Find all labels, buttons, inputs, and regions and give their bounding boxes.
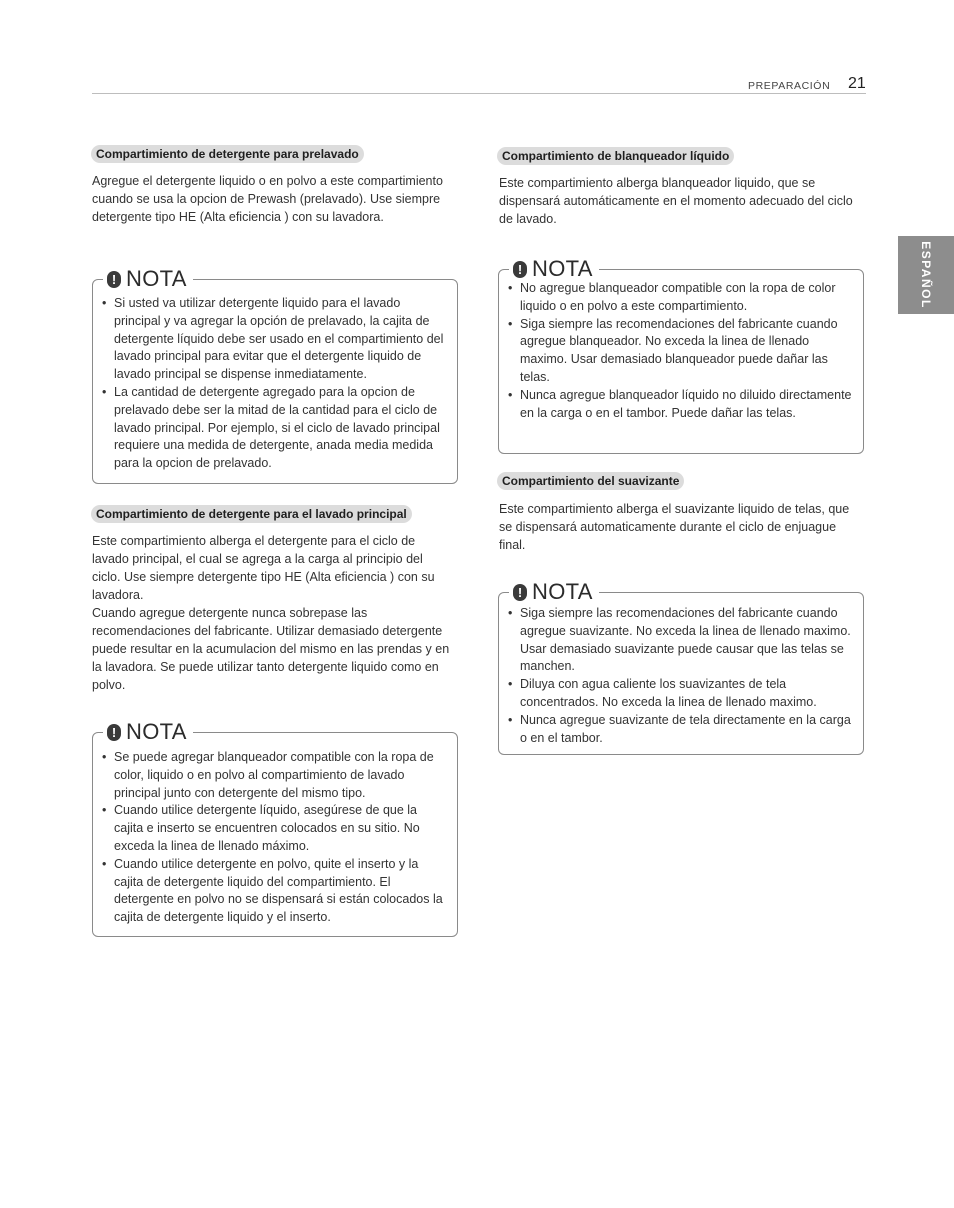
prewash-note: [92, 266, 458, 484]
bleach-note: [498, 256, 864, 454]
page-number: 21: [848, 75, 866, 92]
note-list: [101, 295, 449, 473]
prewash-text: Agregue el detergente liquido o en polvo a este compartimiento cuando se usa la opcion de Prewash (prelavado). Use siempre detergente tipo HE (Alta eficiencia ) con su lavadora.: [92, 174, 443, 224]
note-title: NOTA: [532, 256, 593, 281]
note-title: NOTA: [126, 719, 187, 744]
note-list: [507, 280, 855, 422]
exclamation-icon: !: [107, 724, 121, 741]
note-item: • Cuando utilice detergente en polvo, quite el inserto y la cajita de detergente liquido del compartimiento. El detergente en polvo no se dispensará si están colocados la cajita de detergente liquido y el inserto.: [101, 856, 449, 927]
prewash-title: Compartimiento de detergente para prelavado: [91, 145, 364, 163]
softener-note: [498, 579, 864, 755]
bleach-title: Compartimiento de blanqueador líquido: [497, 147, 734, 165]
header-divider: [92, 93, 866, 94]
note-item: • Nunca agregue blanqueador líquido no diluido directamente en la carga o en el tambor. Puede dañar las telas.: [507, 387, 855, 423]
note-list: [101, 749, 449, 927]
note-item: • Diluya con agua caliente los suavizantes de tela concentrados. No exceda la linea de llenado maximo.: [507, 676, 855, 712]
note-list: [507, 605, 855, 747]
note-item: • No agregue blanqueador compatible con la ropa de color liquido o en polvo a este compartimiento.: [507, 280, 855, 316]
note-item: • Siga siempre las recomendaciones del fabricante cuando agregue blanqueador. No exceda la linea de llenado maximo. Usar demasiado blanqueador puede dañar las telas.: [507, 316, 855, 387]
language-tab: [898, 236, 954, 314]
main-wash-title: Compartimiento de detergente para el lavado principal: [91, 505, 412, 523]
exclamation-icon: !: [107, 271, 121, 288]
note-title: NOTA: [532, 579, 593, 604]
note-header: [509, 579, 599, 605]
note-title: NOTA: [126, 266, 187, 291]
section-heading: PREPARACIÓN: [748, 80, 831, 92]
softener-title: Compartimiento del suavizante: [497, 472, 684, 490]
note-item: • Cuando utilice detergente líquido, asegúrese de que la cajita e inserto se encuentren colocados en su sitio. No exceda la linea de llenado máximo.: [101, 802, 449, 855]
note-item: • Nunca agregue suavizante de tela directamente en la carga o en el tambor.: [507, 712, 855, 748]
bleach-text: Este compartimiento alberga blanqueador liquido, que se dispensará automáticamente en el momento adecuado del ciclo de lavado.: [499, 176, 853, 226]
note-header: [103, 719, 193, 745]
note-item: • Se puede agregar blanqueador compatible con la ropa de color, liquido o en polvo al compartimiento de lavado principal junto con detergente del mismo tipo.: [101, 749, 449, 802]
exclamation-icon: !: [513, 261, 527, 278]
main-wash-note: [92, 719, 458, 937]
exclamation-icon: !: [513, 584, 527, 601]
language-tab-label: ESPAÑOL: [919, 241, 933, 309]
note-header: [509, 256, 599, 282]
note-item: • Siga siempre las recomendaciones del fabricante cuando agregue suavizante. No exceda la linea de llenado maximo. Usar demasiado suavizante puede causar que las telas se manchen.: [507, 605, 855, 676]
main-wash-paragraph: Cuando agregue detergente nunca sobrepase las recomendaciones del fabricante. Utilizar demasiado detergente puede resultar en la acumulacion del mismo en las prendas y en la lavadora. Se puede utilizar tanto detergente liquido como en polvo.: [92, 606, 450, 692]
main-wash-paragraph: Este compartimiento alberga el detergente para el ciclo de lavado principal, el cual se agrega a la carga al principio del ciclo. Use siempre detergente tipo HE (Alta eficiencia ) con su lavadora.: [92, 534, 435, 602]
note-item: • Si usted va utilizar detergente liquido para el lavado principal y va agregar la opción de prelavado, la cajita de detergente líquido debe ser usado en el compartimiento del lavado principal para evitar que el detergente liquido de lavado principal se dispense inmediatamente.: [101, 295, 449, 384]
note-item: • La cantidad de detergente agregado para la opcion de prelavado debe ser la mitad de la cantidad para el ciclo de lavado principal. Por ejemplo, si el ciclo de lavado principal requiere una medida de detergente, anada media medida para la opcion de prelavado.: [101, 384, 449, 473]
main-wash-text: [92, 532, 452, 694]
note-header: [103, 266, 193, 292]
softener-text: Este compartimiento alberga el suavizante liquido de telas, que se dispensará automaticamente durante el ciclo de enjuague final.: [499, 502, 850, 552]
